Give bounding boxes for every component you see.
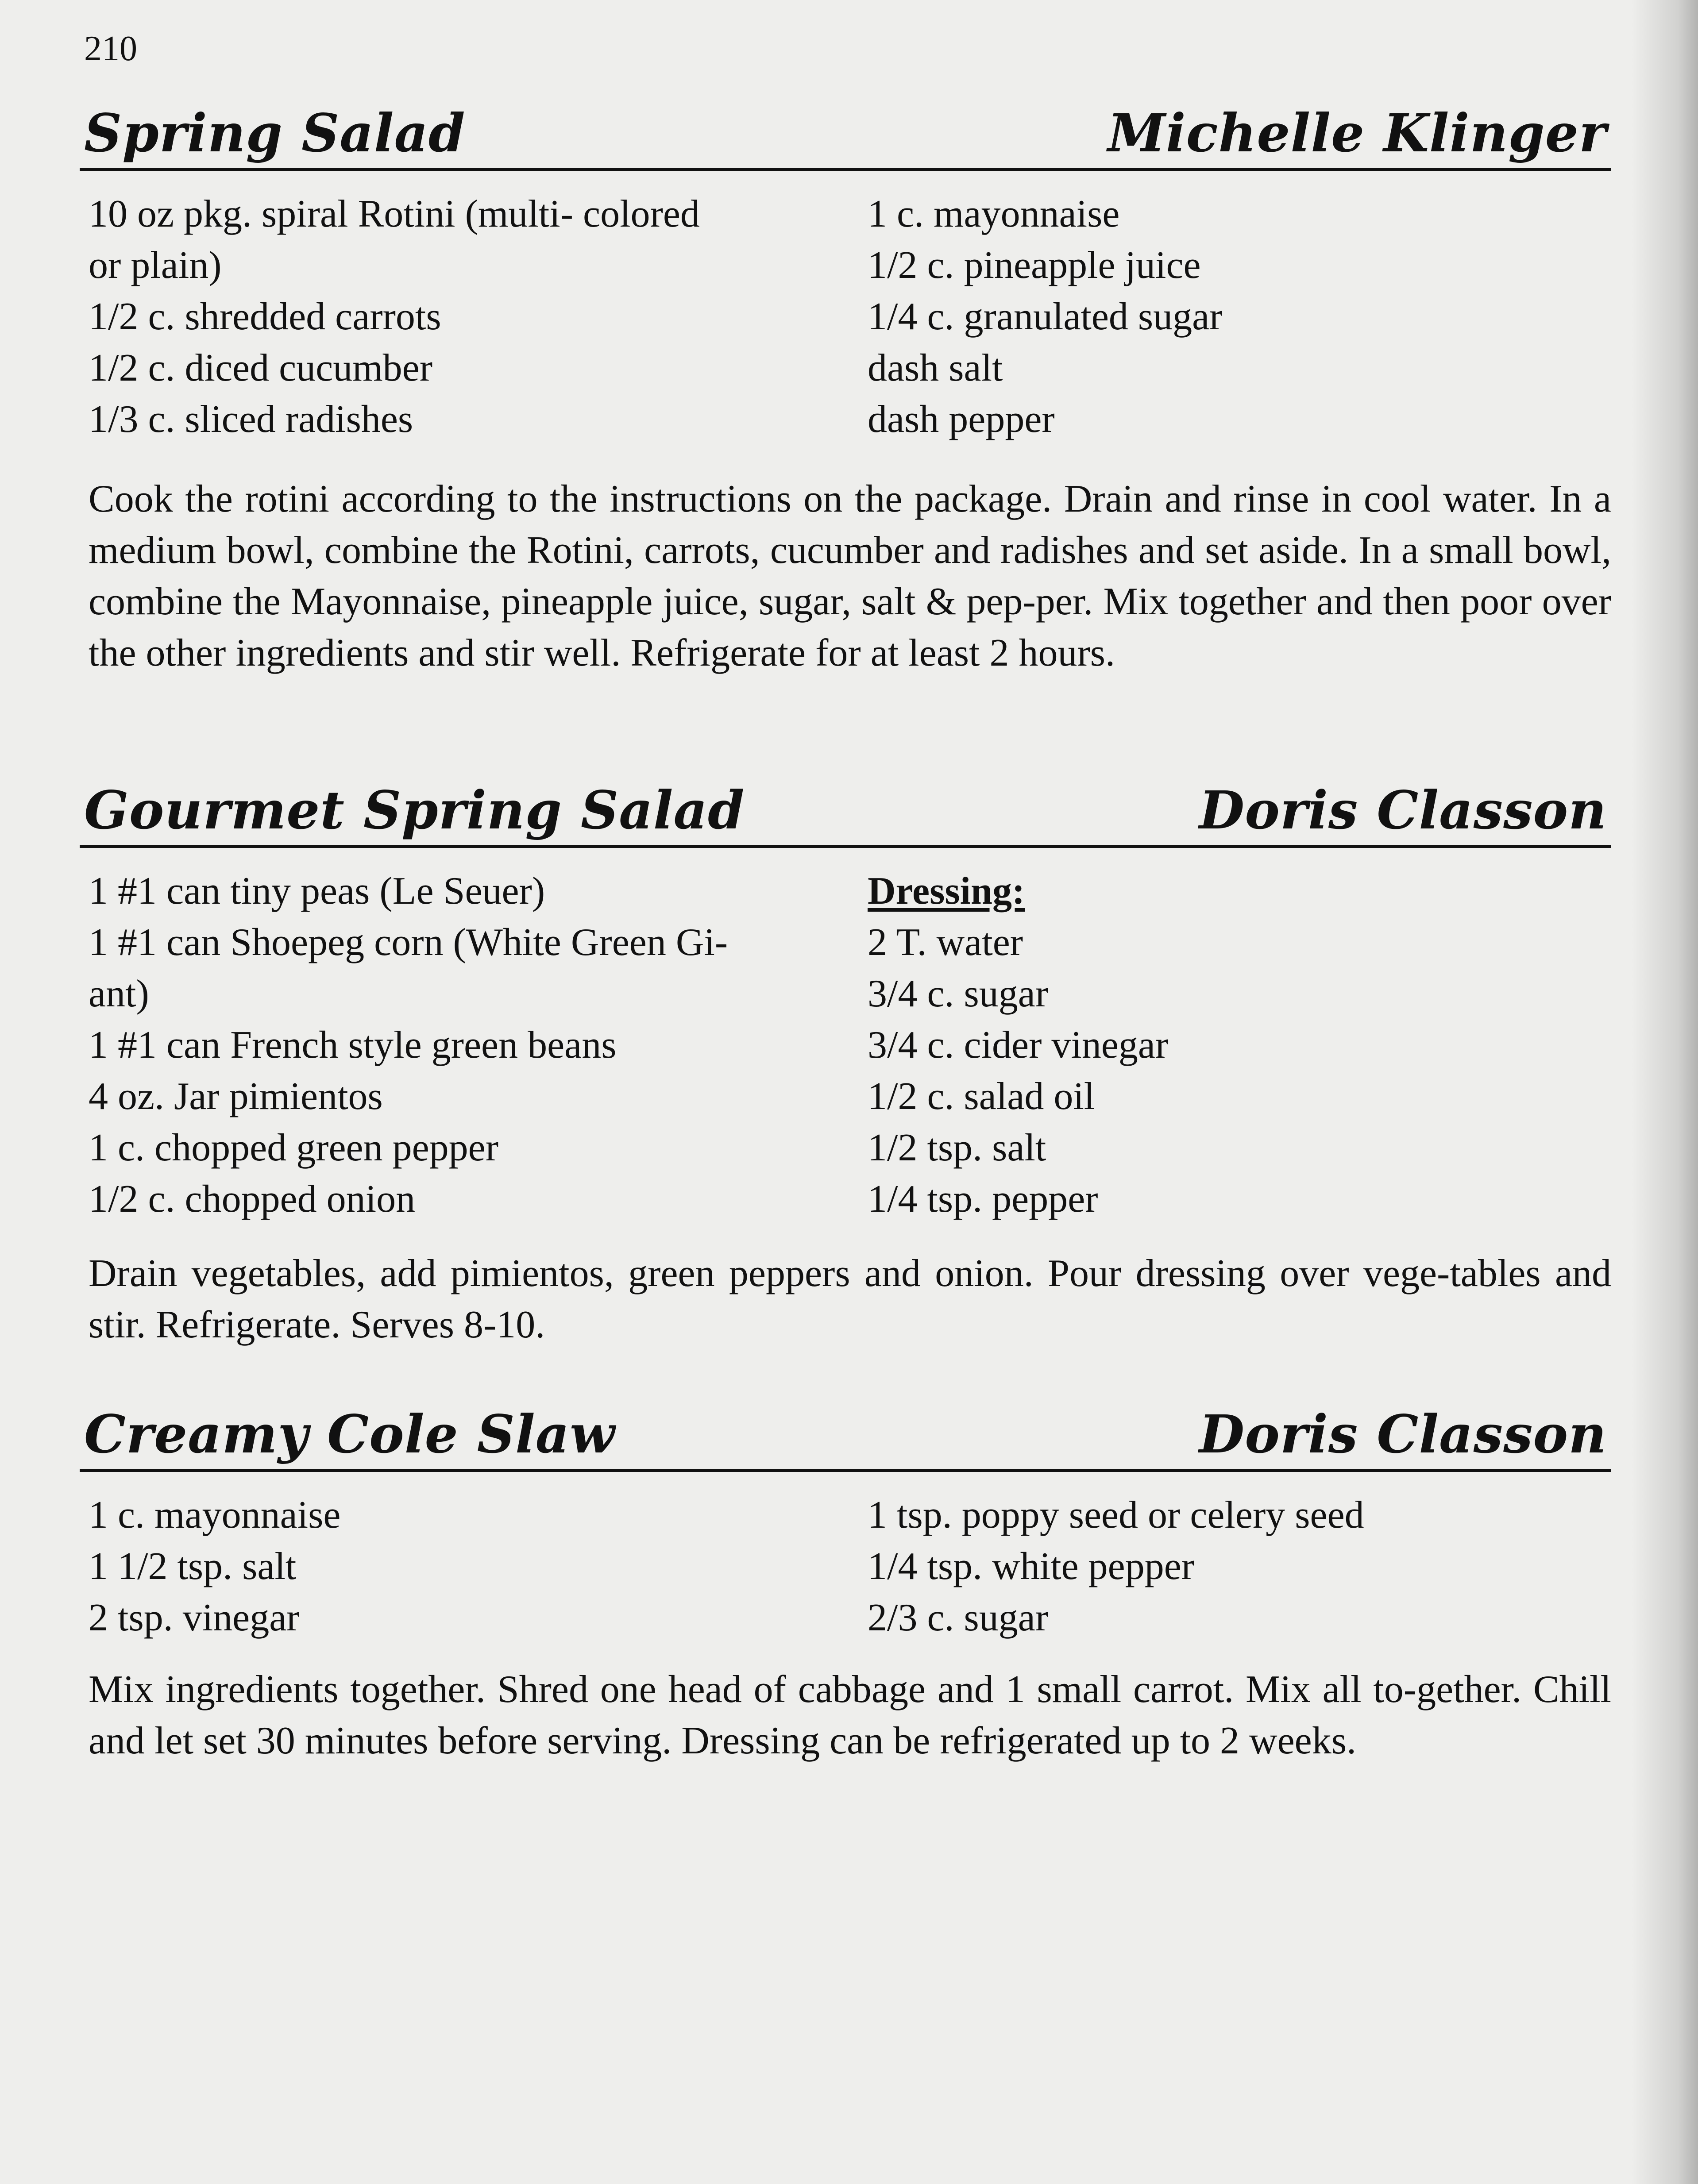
ingredient-line: dash pepper [868, 398, 1055, 441]
ingredient-line: 2 T. water [868, 921, 1023, 964]
ingredient-line: 1/2 c. chopped onion [89, 1178, 416, 1221]
ingredient-line: 1/4 tsp. pepper [868, 1178, 1098, 1221]
recipe-instructions: Mix ingredients together. Shred one head of cabbage and 1 small carrot. Mix all to-gether. Chill and let set 30 minutes before serving. Dressing can be refrigerated up to 2 weeks. [89, 1668, 1611, 1762]
ingredient-line: 3/4 c. sugar [868, 972, 1049, 1015]
recipe-creamy-cole-slaw [80, 1394, 1611, 1762]
ingredients-right-column [868, 189, 1598, 445]
recipe-title: Spring Salad [84, 102, 466, 164]
recipe-spring-salad [80, 93, 1611, 674]
dressing-heading: Dressing: [868, 870, 1025, 913]
ingredients-right-column [868, 866, 1598, 1225]
ingredients-left-column [89, 866, 841, 1225]
ingredient-line: 1/4 tsp. white pepper [868, 1545, 1195, 1588]
ingredient-line: 1 1/2 tsp. salt [89, 1545, 297, 1588]
recipe-author: Doris Classon [1199, 1403, 1607, 1465]
ingredient-line: 2 tsp. vinegar [89, 1596, 300, 1639]
ingredient-line: 1/2 c. salad oil [868, 1075, 1095, 1118]
ingredient-line: 3/4 c. cider vinegar [868, 1024, 1169, 1067]
ingredient-line: 1 tsp. poppy seed or celery seed [868, 1494, 1364, 1537]
ingredients [80, 866, 1611, 1237]
ingredients-left-column [89, 1490, 841, 1644]
ingredient-line: 1/2 tsp. salt [868, 1126, 1046, 1169]
ingredients-right-column [868, 1490, 1598, 1644]
recipe-instructions: Drain vegetables, add pimientos, green peppers and onion. Pour dressing over vege-tables and stir. Refrigerate. Serves 8-10. [89, 1252, 1611, 1346]
recipe-header [80, 93, 1611, 171]
ingredient-line: 4 oz. Jar pimientos [89, 1075, 383, 1118]
recipe-gourmet-spring-salad [80, 770, 1611, 1346]
recipe-instructions: Cook the rotini according to the instructions on the package. Drain and rinse in cool water. In a medium bowl, combine the Rotini, carrots, cucumber and radishes and set aside. In a small bowl, combine the Mayonnaise, pineapple juice, sugar, salt & pep-per. Mix together and then poor over the other ingredients and stir well. Refrigerate for at least 2 hours. [89, 478, 1611, 674]
ingredients-left-column [89, 189, 841, 445]
ingredient-line: 1 #1 can tiny peas (Le Seuer) [89, 870, 545, 913]
recipe-title: Creamy Cole Slaw [84, 1403, 615, 1465]
ingredient-line: 1 #1 can French style green beans [89, 1024, 617, 1067]
page-number: 210 [84, 29, 137, 68]
ingredient-line: 1 c. mayonnaise [89, 1494, 341, 1537]
ingredient-line: 1/2 c. shredded carrots [89, 295, 441, 338]
ingredient-line: 1/3 c. sliced radishes [89, 398, 413, 441]
ingredient-line: 1 c. chopped green pepper [89, 1126, 499, 1169]
ingredient-line: 1/4 c. granulated sugar [868, 295, 1223, 338]
ingredients [80, 1490, 1611, 1649]
recipe-title: Gourmet Spring Salad [84, 779, 745, 841]
ingredient-line: 1/2 c. diced cucumber [89, 347, 433, 389]
recipe-author: Michelle Klinger [1108, 102, 1607, 164]
recipe-header [80, 770, 1611, 848]
ingredients [80, 189, 1611, 454]
recipe-header [80, 1394, 1611, 1472]
ingredient-line: 1 c. mayonnaise [868, 193, 1120, 235]
ingredient-line: dash salt [868, 347, 1003, 389]
ingredient-line: 1 #1 can Shoepeg corn (White Green Gi- [89, 921, 728, 964]
ingredient-line: or plain) [89, 244, 222, 287]
book-spine-shadow [1632, 0, 1698, 2184]
ingredient-line: ant) [89, 972, 149, 1015]
ingredient-line: 10 oz pkg. spiral Rotini (multi- colored [89, 193, 700, 235]
ingredient-line: 2/3 c. sugar [868, 1596, 1049, 1639]
ingredient-line: 1/2 c. pineapple juice [868, 244, 1201, 287]
recipe-author: Doris Classon [1199, 779, 1607, 841]
